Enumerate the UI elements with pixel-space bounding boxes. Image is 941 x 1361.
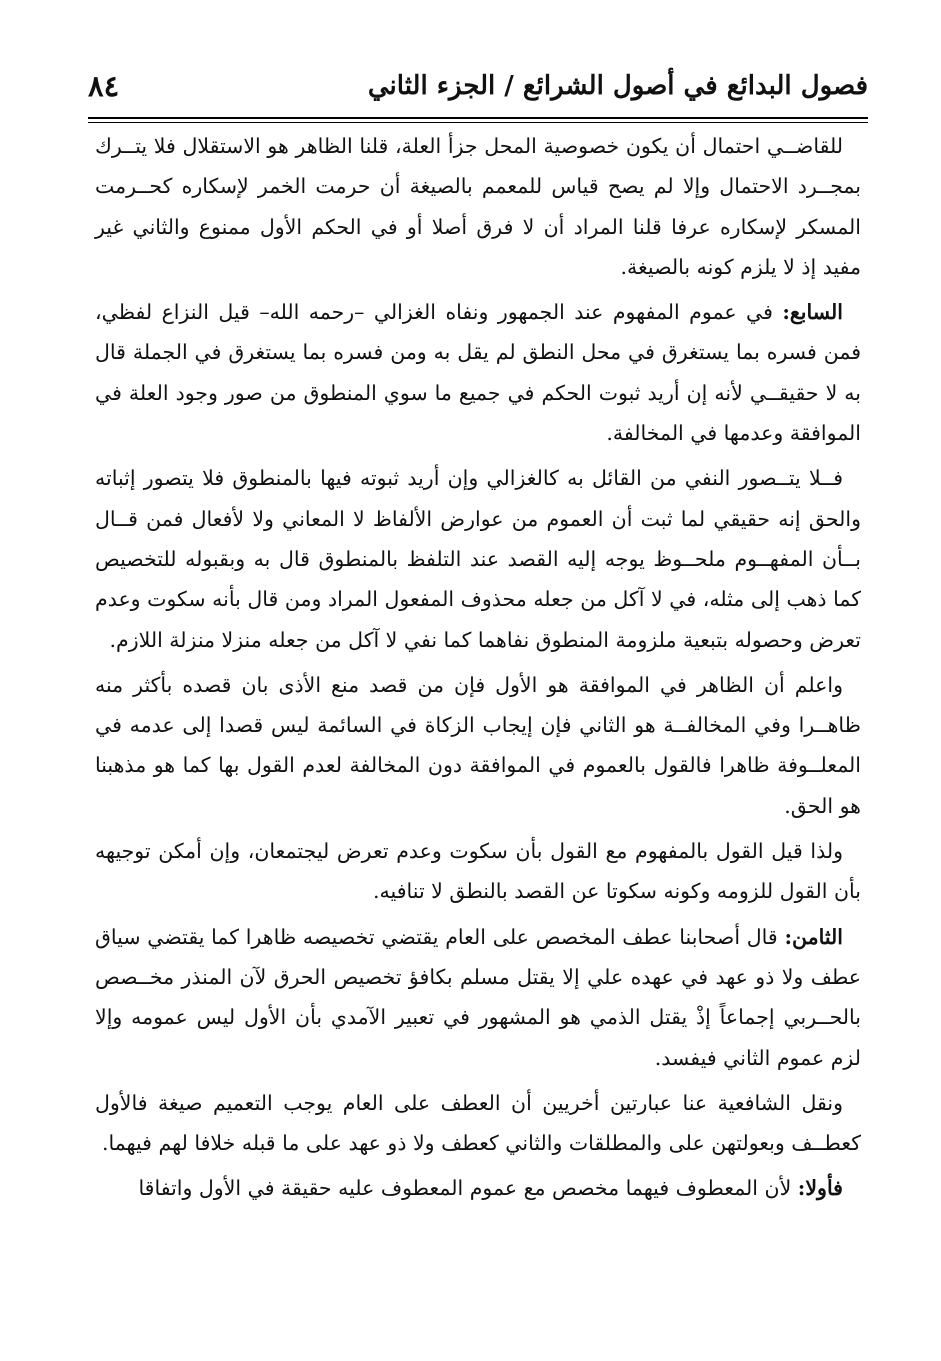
section-heading-seventh: السابع: xyxy=(782,300,843,325)
paragraph-text: ولذا قيل القول بالمفهوم مع القول بأن سكوت وعدم تعرض ليجتمعان، وإن أمكن توجيهه بأن القول للزومه وكونه سكوتا عن القصد بالنطق لا تنافيه. xyxy=(95,839,861,904)
section-heading-eighth: الثامن: xyxy=(784,924,843,949)
paragraph xyxy=(95,665,861,826)
paragraph xyxy=(95,1168,861,1208)
page-header xyxy=(88,58,868,114)
page-number: ٨٤ xyxy=(88,69,120,103)
paragraph xyxy=(95,917,861,1078)
paragraph-text: ونقل الشافعية عنا عبارتين أخريين أن العطف على العام يوجب التعميم صيغة فالأول كعطــف وبعولتهن على والمطلقات والثاني كعطف ولا ذو عهد على ما قبله خلافا لهم فيهما. xyxy=(95,1090,861,1156)
running-title: فصول البدائع في أصول الشرائع / الجزء الثاني xyxy=(367,71,868,101)
paragraph xyxy=(95,1083,861,1164)
paragraph-text: لأن المعطوف فيهما مخصص مع عموم المعطوف عليه حقيقة في الأول واتفاقا xyxy=(138,1176,798,1201)
paragraph xyxy=(95,292,861,453)
header-divider xyxy=(88,117,868,123)
paragraph-text: للقاضــي احتمال أن يكون خصوصية المحل جزأ العلة، قلنا الظاهر هو الاستقلال فلا يتــرك بمجــرد الاحتمال وإلا لم يصح قياس للمعمم بالصيغة أن حرمت الخمر لإسكاره كحــرمت المسكر لإسكاره عرفا قلنا المراد أن لا فرق أصلا أو في الحكم الأول ممنوع والثاني غير مفيد إذ لا يلزم كونه بالصيغة. xyxy=(95,134,861,279)
paragraph-text: قال أصحابنا عطف المخصص على العام يقتضي تخصيصه ظاهرا كما يقتضي سياق عطف ولا ذو عهد في عهده علي إلا يقتل مسلم بكافؤ تخصيص الحرق لآن المنذر مخــصص بالحــربي إجماعاً إذْ يقتل الذمي هو المشهور في تعبير الآمدي بأن الأول ليس عمومه وإلا لزم عموم الثاني فيفسد. xyxy=(95,924,861,1070)
paragraph-text: واعلم أن الظاهر في الموافقة هو الأول فإن من قصد منع الأذى بان قصده بأكثر منه ظاهــرا وفي المخالفــة هو الثاني فإن إيجاب الزكاة في السائمة ليس قصدا إلى عدمه في المعلــوفة ظاهرا فالقول بالعموم في الموافقة دون المخالفة لعدم القول بها كما هو مذهبنا هو الحق. xyxy=(95,672,861,818)
paragraph-text: فــلا يتــصور النفي من القائل به كالغزالي وإن أريد ثبوته فيها بالمنطوق فلا يتصور إثباته والحق إنه حقيقي لما ثبت أن العموم من عوارض الألفاظ لا المعاني ولا لأفعال فمن قــال بــأن المفهــوم ملحــوظ يوجه إليه القصد عند التلفظ بالمنطوق قال به وبقبوله للتخصيص كما ذهب إلى مثله، في لا آكل من جعله محذوف المفعول المراد ومن قال بأنه سكوت وعدم تعرض وحصوله بتبعية ملزومة المنطوق نفاهما كما نفي لا آكل من جعله منزلا منزلة اللازم. xyxy=(95,466,861,652)
body-text xyxy=(95,126,861,1214)
paragraph xyxy=(95,126,861,287)
point-heading-first: فأولا: xyxy=(797,1176,843,1201)
paragraph xyxy=(95,458,861,659)
paragraph-text: في عموم المفهوم عند الجمهور ونفاه الغزالي –رحمه الله– قيل النزاع لفظي، فمن فسره بما يستغرق في محل النطق لم يقل به ومن فسره بما يستغرق في الجملة قال به لا حقيقــي لأنه إن أريد ثبوت الحكم في جميع ما سوي المنطوق من صور وجود العلة في الموافقة وعدمها في المخالفة. xyxy=(95,300,861,446)
paragraph xyxy=(95,831,861,912)
